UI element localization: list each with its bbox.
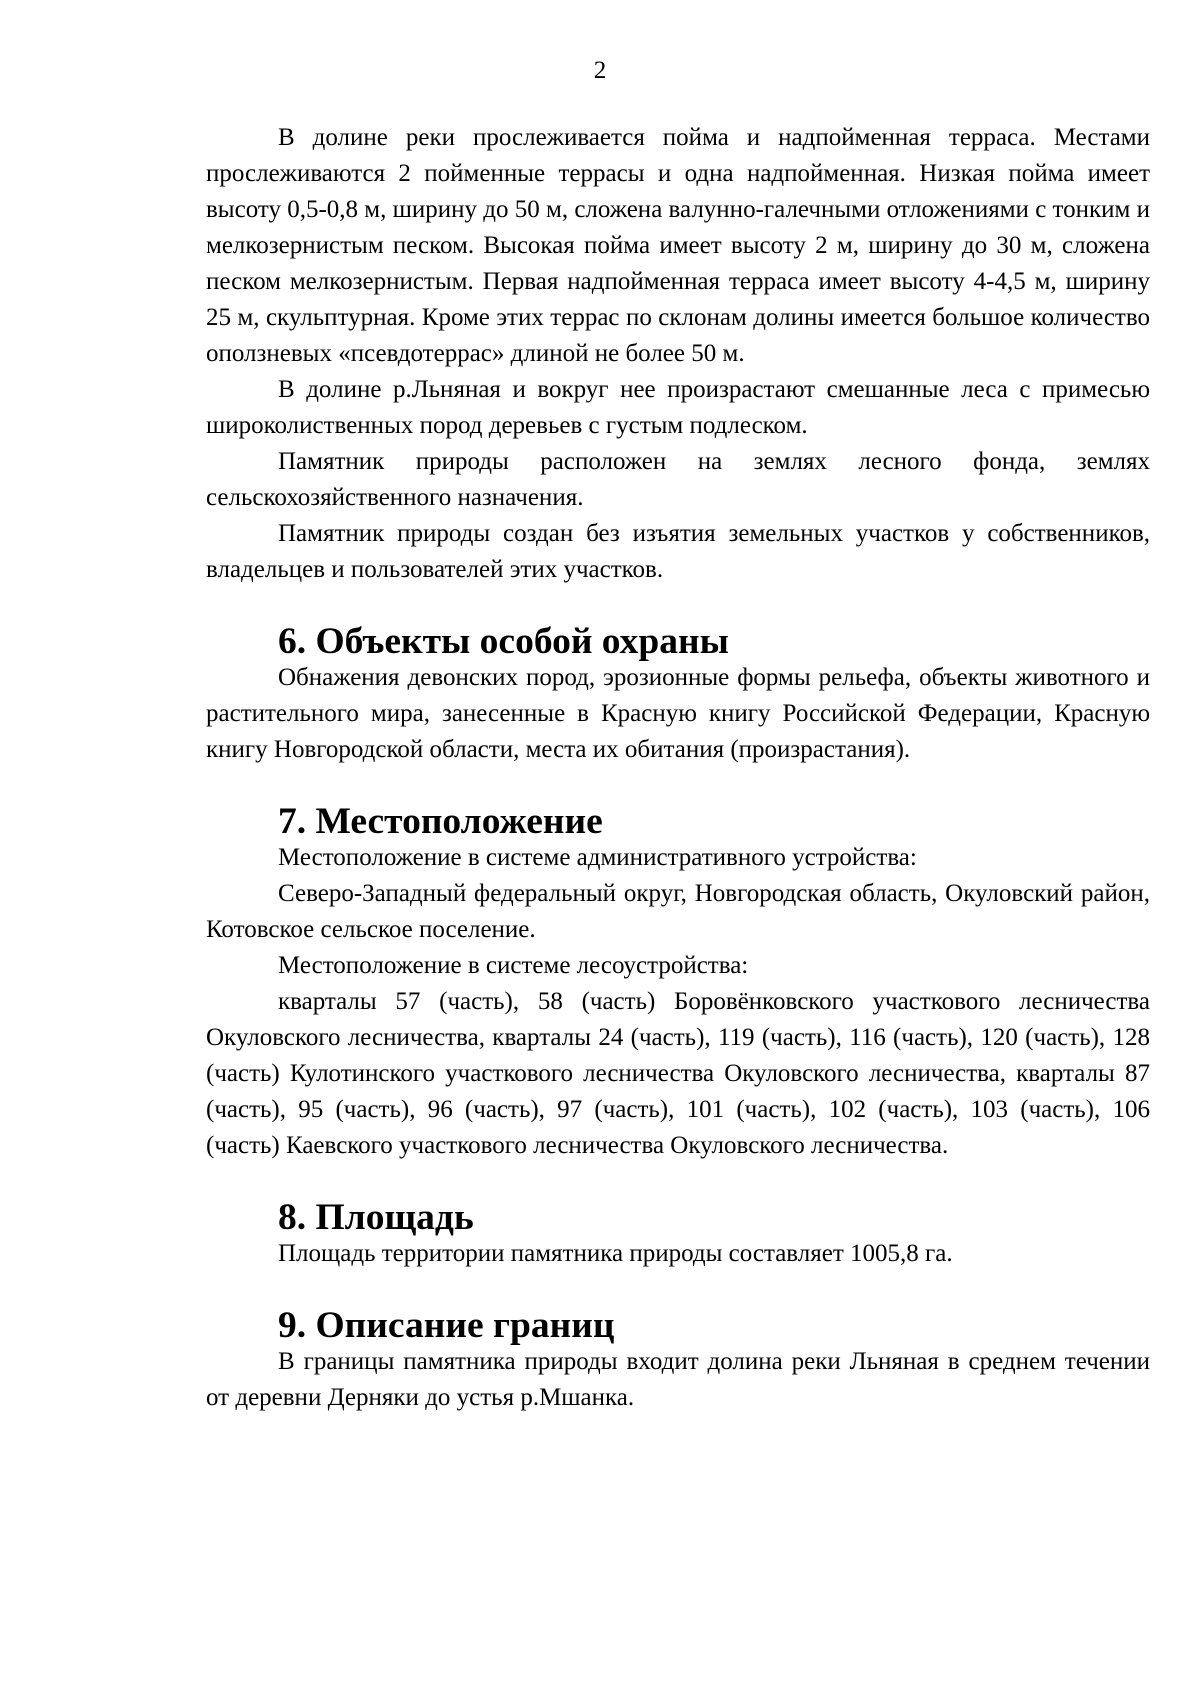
paragraph: Площадь территории памятника природы составляет 1005,8 га. [278, 1240, 953, 1267]
paragraph: Северо-Западный федеральный округ, Новгородская область, Окуловский район, Котовское сельское поселение. [206, 880, 1150, 943]
paragraph: Местоположение в системе административного устройства: [278, 844, 917, 871]
section-heading: 8. Площадь [278, 1197, 474, 1238]
page-number: 2 [593, 57, 607, 84]
paragraph: В долине реки прослеживается пойма и надпойменная терраса. Местами прослеживаются 2 пойменные террасы и одна надпойменная. Низкая пойма имеет высоту 0,5-0,8 м, ширину до 50 м, сложена валунно-галечными отложениями с тонким и мелкозернистым песком. Высокая пойма имеет высоту 2 м, ширину до 30 м, сложена песком мелкозернистым. Первая надпойменная терраса имеет высоту 4-4,5 м, ширину 25 м, скульптурная. Кроме этих террас по склонам долины имеется большое количество оползневых «псевдотеррас» длиной не более 50 м. [206, 124, 1150, 367]
section-heading: 9. Описание границ [278, 1305, 615, 1346]
paragraph: Памятник природы создан без изъятия земельных участков у собственников, владельцев и пользователей этих участков. [206, 520, 1150, 583]
paragraph: В границы памятника природы входит долина реки Льняная в среднем течении от деревни Дерняки до устья р.Мшанка. [206, 1348, 1150, 1411]
section-heading: 6. Объекты особой охраны [278, 621, 729, 662]
paragraph: Памятник природы расположен на землях лесного фонда, землях сельскохозяйственного назначения. [206, 448, 1150, 511]
section-spacer [206, 768, 1150, 804]
section-heading: 7. Местоположение [278, 801, 603, 842]
section-spacer [206, 1272, 1150, 1308]
paragraph: Местоположение в системе лесоустройства: [278, 952, 749, 979]
section-spacer [206, 1164, 1150, 1200]
paragraph: Обнажения девонских пород, эрозионные формы рельефа, объекты животного и растительного мира, занесенные в Красную книгу Российской Федерации, Красную книгу Новгородской области, места их обитания (произрастания). [206, 664, 1150, 763]
document-body [206, 120, 1150, 1416]
section-spacer [206, 588, 1150, 624]
paragraph: В долине р.Льняная и вокруг нее произрастают смешанные леса с примесью широколиственных пород деревьев с густым подлеском. [206, 376, 1150, 439]
paragraph: кварталы 57 (часть), 58 (часть) Боровёнковского участкового лесничества Окуловского лесничества, кварталы 24 (часть), 119 (часть), 116 (часть), 120 (часть), 128 (часть) Кулотинского участкового лесничества Окуловского лесничества, кварталы 87 (часть), 95 (часть), 96 (часть), 97 (часть), 101 (часть), 102 (часть), 103 (часть), 106 (часть) Каевского участкового лесничества Окуловского лесничества. [206, 988, 1150, 1159]
